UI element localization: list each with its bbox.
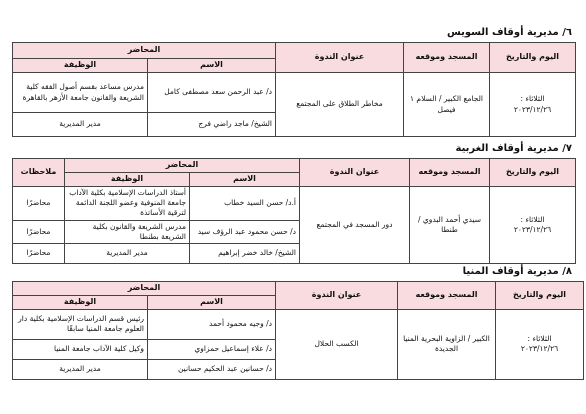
header-mosque: المسجد وموقعه bbox=[410, 159, 490, 187]
header-job: الوظيفة bbox=[13, 295, 148, 309]
lecturer-name: د/ علاء إسماعيل حمزاوي bbox=[148, 339, 276, 359]
seminar-title-cell: الكسب الحلال bbox=[276, 309, 398, 379]
section-heading-minya: ٨/ مديرية أوقاف المنيا bbox=[462, 266, 572, 277]
lecturer-job: أستاذ الدراسات الإسلامية بكلية الآداب جامعة المنوفية وعضو اللجنة الدائمة لترقية الأساتذة bbox=[65, 186, 190, 220]
lecturer-job: مدير المديرية bbox=[65, 243, 190, 263]
header-date: اليوم والتاريخ bbox=[496, 282, 584, 310]
date-cell bbox=[496, 309, 584, 379]
lecturer-job: مدير المديرية bbox=[13, 113, 148, 137]
mosque-cell: الكبير / الزاوية البحرية المنيا الجديدة bbox=[398, 309, 496, 379]
note-cell: محاضرًا bbox=[13, 186, 65, 220]
header-name: الاسم bbox=[190, 172, 300, 186]
lecturer-job: مدرس الشريعة والقانون بكلية الشريعة بطنطا bbox=[65, 220, 190, 243]
table-row bbox=[13, 73, 576, 113]
header-job: الوظيفة bbox=[65, 172, 190, 186]
mosque-cell: سيدي أحمد البدوي / طنطا bbox=[410, 186, 490, 263]
lecturer-name: أ.د/ حسن السيد خطاب bbox=[190, 186, 300, 220]
lecturer-job: رئيس قسم الدراسات الإسلامية بكلية دار العلوم جامعة المنيا سابقًا bbox=[13, 309, 148, 339]
lecturer-name: الشيخ/ خالد خضر إبراهيم bbox=[190, 243, 300, 263]
table-row bbox=[13, 186, 576, 220]
seminar-table-gharbia bbox=[12, 158, 576, 264]
header-lecturer: المحاضر bbox=[13, 43, 276, 59]
header-name: الاسم bbox=[148, 59, 276, 73]
header-mosque: المسجد وموقعه bbox=[404, 43, 490, 73]
date-cell bbox=[490, 186, 576, 263]
date-cell bbox=[490, 73, 576, 137]
lecturer-name: د/ وجيه محمود أحمد bbox=[148, 309, 276, 339]
section-heading-suez: ٦/ مديرية أوقاف السويس bbox=[446, 27, 572, 38]
day-label: الثلاثاء : bbox=[527, 333, 552, 343]
seminar-title-cell: دور المسجد في المجتمع bbox=[300, 186, 410, 263]
header-date: اليوم والتاريخ bbox=[490, 159, 576, 187]
lecturer-job: وكيل كلية الآداب جامعة المنيا bbox=[13, 339, 148, 359]
header-name: الاسم bbox=[148, 295, 276, 309]
note-cell: محاضرًا bbox=[13, 243, 65, 263]
header-title: عنوان الندوة bbox=[276, 282, 398, 310]
header-lecturer: المحاضر bbox=[65, 159, 300, 173]
seminar-table-minya bbox=[12, 281, 584, 380]
section-heading-gharbia: ٧/ مديرية أوقاف الغربية bbox=[455, 143, 572, 154]
date-value: ٢٠٢٣/١٢/٢٦ bbox=[513, 224, 552, 234]
date-value: ٢٠٢٣/١٢/٢٦ bbox=[520, 344, 559, 354]
mosque-cell: الجامع الكبير / السلام ١ فيصل bbox=[404, 73, 490, 137]
header-notes: ملاحظات bbox=[13, 159, 65, 187]
day-label: الثلاثاء : bbox=[520, 214, 545, 224]
header-title: عنوان الندوة bbox=[300, 159, 410, 187]
lecturer-name: الشيخ/ ماجد راضي فرج bbox=[148, 113, 276, 137]
lecturer-name: د/ عبد الرحمن سعد مصطفى كامل bbox=[148, 73, 276, 113]
table-row bbox=[13, 309, 584, 339]
lecturer-job: مدير المديرية bbox=[13, 359, 148, 379]
seminar-title-cell: مخاطر الطلاق على المجتمع bbox=[276, 73, 404, 137]
header-title: عنوان الندوة bbox=[276, 43, 404, 73]
date-value: ٢٠٢٣/١٢/٢٦ bbox=[513, 104, 552, 114]
header-job: الوظيفة bbox=[13, 59, 148, 73]
header-lecturer: المحاضر bbox=[13, 282, 276, 296]
day-label: الثلاثاء : bbox=[520, 94, 545, 104]
lecturer-job: مدرس مساعد بقسم أصول الفقه كلية الشريعة والقانون جامعة الأزهر بالقاهرة bbox=[13, 73, 148, 113]
header-date: اليوم والتاريخ bbox=[490, 43, 576, 73]
lecturer-name: د/ حسن محمود عبد الرؤف سيد bbox=[190, 220, 300, 243]
header-mosque: المسجد وموقعه bbox=[398, 282, 496, 310]
note-cell: محاضرًا bbox=[13, 220, 65, 243]
lecturer-name: د/ حسانين عبد الحكيم حسانين bbox=[148, 359, 276, 379]
seminar-table-suez bbox=[12, 42, 576, 137]
